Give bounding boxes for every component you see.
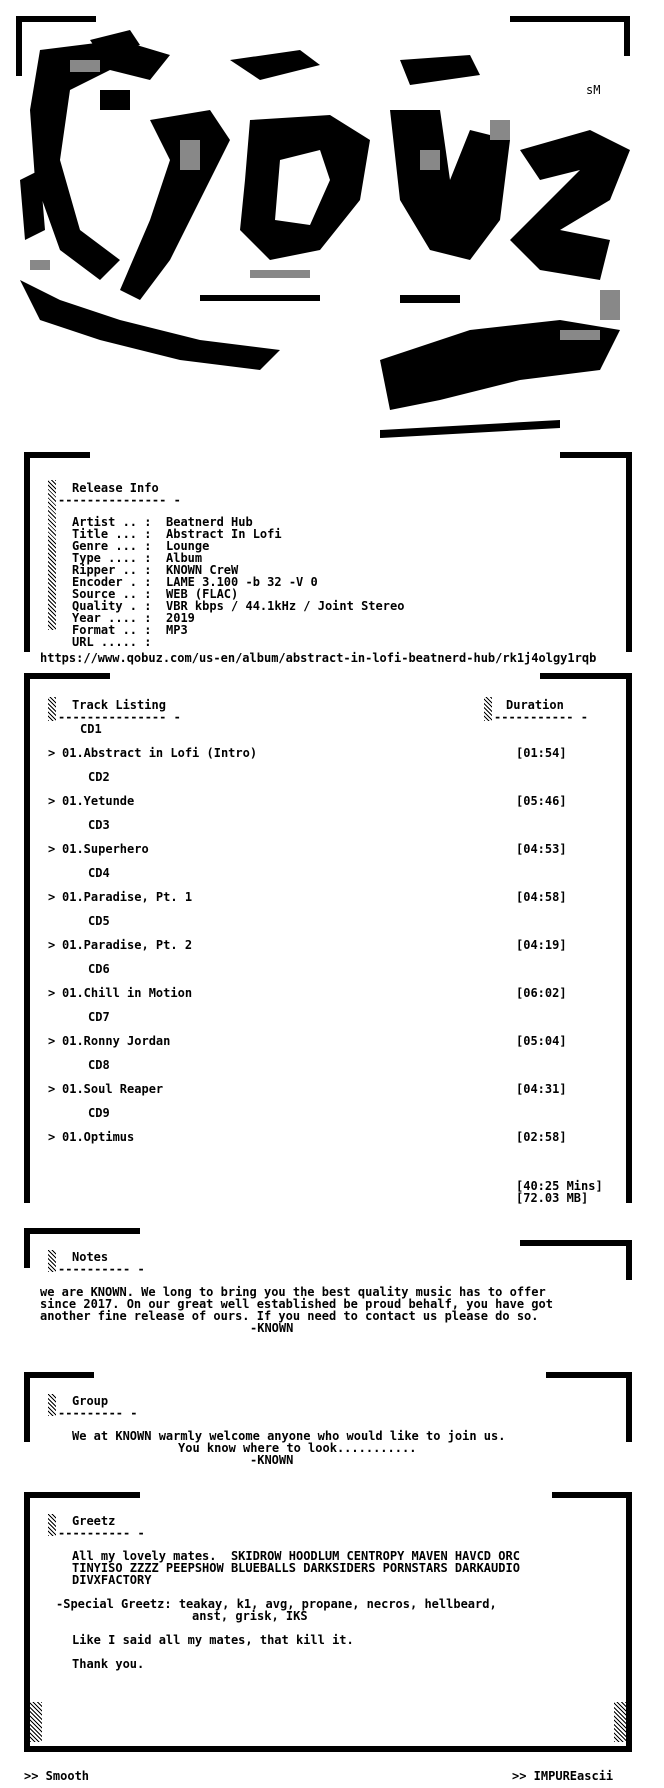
frame-top-left — [30, 1228, 140, 1234]
track-listing-heading: Track Listing — [72, 698, 166, 712]
greetz-line: Like I said all my mates, that kill it. — [72, 1633, 354, 1647]
track-title: 01.Ronny Jordan — [62, 1034, 171, 1048]
track-duration: [04:53] — [516, 842, 567, 856]
release-value: LAME 3.100 -b 32 -V 0 — [166, 575, 318, 589]
track-duration: [04:19] — [516, 938, 567, 952]
release-label: Encoder . : — [72, 575, 152, 589]
track-title: 01.Soul Reaper — [62, 1082, 164, 1096]
release-label: Quality . : — [72, 599, 152, 613]
track-marker: > — [48, 794, 56, 808]
frame-left — [24, 452, 30, 652]
greetz-special: -Special Greetz: teakay, k1, avg, propane, necros, hellbeard, — [56, 1597, 497, 1611]
greetz-special-cont: anst, grisk, IKS — [192, 1609, 308, 1623]
ascii-logo — [0, 0, 664, 445]
frame-top-right — [540, 673, 632, 679]
release-label: Ripper .. : — [72, 563, 152, 577]
footer-left: >> Smooth — [24, 1769, 90, 1783]
heading-bar-right — [484, 697, 492, 721]
disc-label: CD3 — [88, 818, 110, 832]
duration-underline: ----------- - — [494, 710, 588, 724]
track-duration: [05:04] — [516, 1034, 567, 1048]
frame-top-left — [30, 673, 110, 679]
frame-top-right — [560, 452, 632, 458]
disc-label: CD2 — [88, 770, 110, 784]
release-value: VBR kbps / 44.1kHz / Joint Stereo — [166, 599, 405, 613]
release-label: Type .... : — [72, 551, 152, 565]
frame-left — [24, 1372, 30, 1442]
total-size: [72.03 MB] — [516, 1191, 589, 1205]
disc-label: CD4 — [88, 866, 110, 880]
frame-top-right — [546, 1372, 632, 1378]
release-value: 2019 — [166, 611, 195, 625]
frame-right — [626, 1492, 632, 1752]
total-time: [40:25 Mins] — [516, 1179, 603, 1193]
disc-label: CD1 — [80, 722, 102, 736]
notes-section — [0, 1228, 664, 1348]
release-info-heading: Release Info — [72, 481, 159, 495]
heading-bar — [48, 1514, 56, 1536]
logo-art — [0, 0, 664, 445]
track-duration: [04:58] — [516, 890, 567, 904]
heading-bar — [48, 1250, 56, 1272]
heading-underline: --------- - — [58, 1406, 138, 1420]
track-title: 01.Chill in Motion — [62, 986, 193, 1000]
track-duration: [05:46] — [516, 794, 567, 808]
track-marker: > — [48, 1082, 56, 1096]
greetz-line: Thank you. — [72, 1657, 145, 1671]
disc-label: CD5 — [88, 914, 110, 928]
greetz-line: TINYISO ZZZZ PEEPSHOW BLUEBALLS DARKSIDERS PORNSTARS DARKAUDIO — [72, 1561, 520, 1575]
release-label: Artist .. : — [72, 515, 152, 529]
heading-bar-left — [48, 697, 56, 721]
corner-hatch — [614, 1702, 626, 1742]
frame-left — [24, 673, 30, 1203]
track-marker: > — [48, 1130, 56, 1144]
track-title: 01.Abstract in Lofi (Intro) — [62, 746, 258, 760]
track-duration: [04:31] — [516, 1082, 567, 1096]
release-label: Format .. : — [72, 623, 152, 637]
track-duration: [06:02] — [516, 986, 567, 1000]
track-marker: > — [48, 1034, 56, 1048]
track-duration: [01:54] — [516, 746, 567, 760]
track-marker: > — [48, 746, 56, 760]
frame-top-right — [520, 1240, 632, 1246]
disc-label: CD9 — [88, 1106, 110, 1120]
footer-right: >> IMPUREascii — [512, 1769, 614, 1783]
track-title: 01.Optimus — [62, 1130, 135, 1144]
frame-top-left — [30, 1492, 140, 1498]
notes-line: since 2017. On our great well established be proud behalf, you have got — [40, 1297, 553, 1311]
release-value: MP3 — [166, 623, 188, 637]
frame-right — [626, 452, 632, 652]
greetz-section — [0, 1492, 664, 1762]
group-heading: Group — [72, 1394, 109, 1408]
release-url: https://www.qobuz.com/us-en/album/abstract-in-lofi-beatnerd-hub/rk1j4olgy1rqb — [40, 651, 597, 665]
track-marker: > — [48, 842, 56, 856]
track-duration: [02:58] — [516, 1130, 567, 1144]
corner-hatch — [30, 1702, 42, 1742]
heading-bar — [48, 1394, 56, 1416]
frame-top-right — [552, 1492, 632, 1498]
group-section — [0, 1372, 664, 1472]
release-value: KNOWN CreW — [166, 563, 239, 577]
track-marker: > — [48, 890, 56, 904]
track-listing-section — [0, 673, 664, 1213]
track-title: 01.Yetunde — [62, 794, 135, 808]
track-title: 01.Superhero — [62, 842, 149, 856]
release-label: URL ..... : — [72, 635, 152, 649]
track-title: 01.Paradise, Pt. 2 — [62, 938, 193, 952]
frame-top-left — [30, 452, 90, 458]
release-label: Source .. : — [72, 587, 152, 601]
release-value: Lounge — [166, 539, 210, 553]
greetz-line: All my lovely mates. SKIDROW HOODLUM CENTROPY MAVEN HAVCD ORC — [72, 1549, 520, 1563]
heading-underline: --------------- - — [58, 493, 181, 507]
group-signature: -KNOWN — [250, 1453, 294, 1467]
notes-heading: Notes — [72, 1250, 109, 1264]
track-marker: > — [48, 938, 56, 952]
track-marker: > — [48, 986, 56, 1000]
frame-right — [626, 673, 632, 1203]
release-label: Title ... : — [72, 527, 152, 541]
heading-underline: ---------- - — [58, 1526, 145, 1540]
release-label: Year .... : — [72, 611, 152, 625]
disc-label: CD6 — [88, 962, 110, 976]
release-label: Genre ... : — [72, 539, 152, 553]
release-value: Abstract In Lofi — [166, 527, 282, 541]
heading-bar — [48, 480, 56, 630]
heading-underline: --------------- - — [58, 710, 181, 724]
track-title: 01.Paradise, Pt. 1 — [62, 890, 193, 904]
group-line: We at KNOWN warmly welcome anyone who would like to join us. — [72, 1429, 506, 1443]
notes-line: another fine release of ours. If you need to contact us please do so. — [40, 1309, 539, 1323]
frame-top-left — [24, 1372, 94, 1378]
heading-underline: ---------- - — [58, 1262, 145, 1276]
frame-right — [626, 1372, 632, 1442]
notes-line: we are KNOWN. We long to bring you the best quality music has to offer — [40, 1285, 546, 1299]
frame-left — [24, 1228, 30, 1268]
release-info-section — [0, 452, 664, 665]
duration-heading: Duration — [506, 698, 564, 712]
greetz-line: DIVXFACTORY — [72, 1573, 152, 1587]
notes-signature: -KNOWN — [250, 1321, 294, 1335]
release-value: Beatnerd Hub — [166, 515, 253, 529]
disc-label: CD8 — [88, 1058, 110, 1072]
disc-label: CD7 — [88, 1010, 110, 1024]
release-value: Album — [166, 551, 203, 565]
greetz-heading: Greetz — [72, 1514, 116, 1528]
logo-signature: sM — [586, 83, 601, 97]
frame-right — [626, 1240, 632, 1280]
group-line: You know where to look........... — [178, 1441, 417, 1455]
frame-bottom — [30, 1746, 632, 1752]
release-value: WEB (FLAC) — [166, 587, 239, 601]
